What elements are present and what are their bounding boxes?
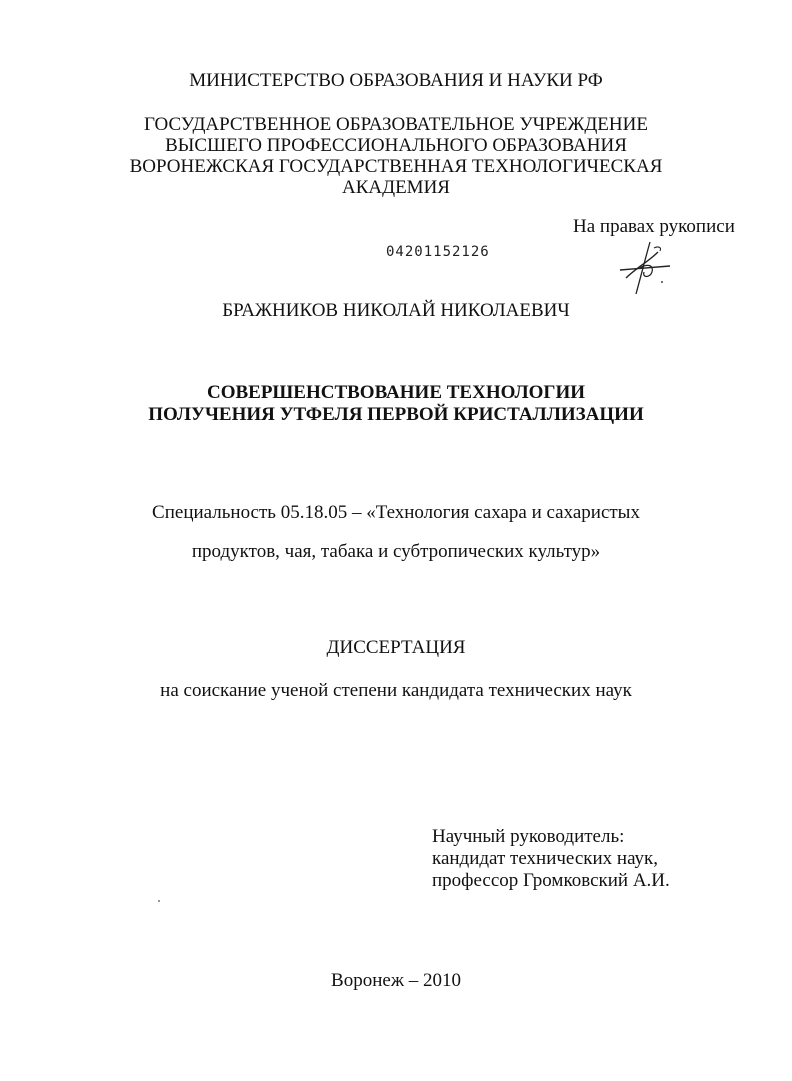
- supervisor-degree: кандидат технических наук,: [432, 848, 659, 869]
- scan-speck: [158, 900, 160, 902]
- supervisor-label: Научный руководитель:: [432, 826, 625, 847]
- institution-line-1: ГОСУДАРСТВЕННОЕ ОБРАЗОВАТЕЛЬНОЕ УЧРЕЖДЕНИЕ: [144, 114, 648, 135]
- signature-mark: [612, 238, 682, 298]
- author-name: БРАЖНИКОВ НИКОЛАЙ НИКОЛАЕВИЧ: [222, 300, 570, 321]
- ministry-line: МИНИСТЕРСТВО ОБРАЗОВАНИЯ И НАУКИ РФ: [189, 70, 603, 91]
- specialty-line-2: продуктов, чая, табака и субтропических культур»: [191, 541, 601, 562]
- work-type: ДИССЕРТАЦИЯ: [326, 637, 466, 658]
- degree-line: на соискание ученой степени кандидата технических наук: [160, 680, 632, 701]
- manuscript-note: На правах рукописи: [573, 216, 735, 237]
- title-line-1: СОВЕРШЕНСТВОВАНИЕ ТЕХНОЛОГИИ: [206, 382, 586, 403]
- institution-line-3: ВОРОНЕЖСКАЯ ГОСУДАРСТВЕННАЯ ТЕХНОЛОГИЧЕСКАЯ: [129, 156, 663, 177]
- specialty-line-1: Специальность 05.18.05 – «Технология сахара и сахаристых: [152, 502, 640, 523]
- institution-line-2: ВЫСШЕГО ПРОФЕССИОНАЛЬНОГО ОБРАЗОВАНИЯ: [165, 135, 627, 156]
- title-line-2: ПОЛУЧЕНИЯ УТФЕЛЯ ПЕРВОЙ КРИСТАЛЛИЗАЦИИ: [148, 404, 644, 425]
- supervisor-name: профессор Громковский А.И.: [432, 870, 670, 891]
- catalog-number: 04201152126: [386, 244, 490, 260]
- city-year: Воронеж – 2010: [331, 970, 461, 991]
- institution-line-4: АКАДЕМИЯ: [342, 177, 450, 198]
